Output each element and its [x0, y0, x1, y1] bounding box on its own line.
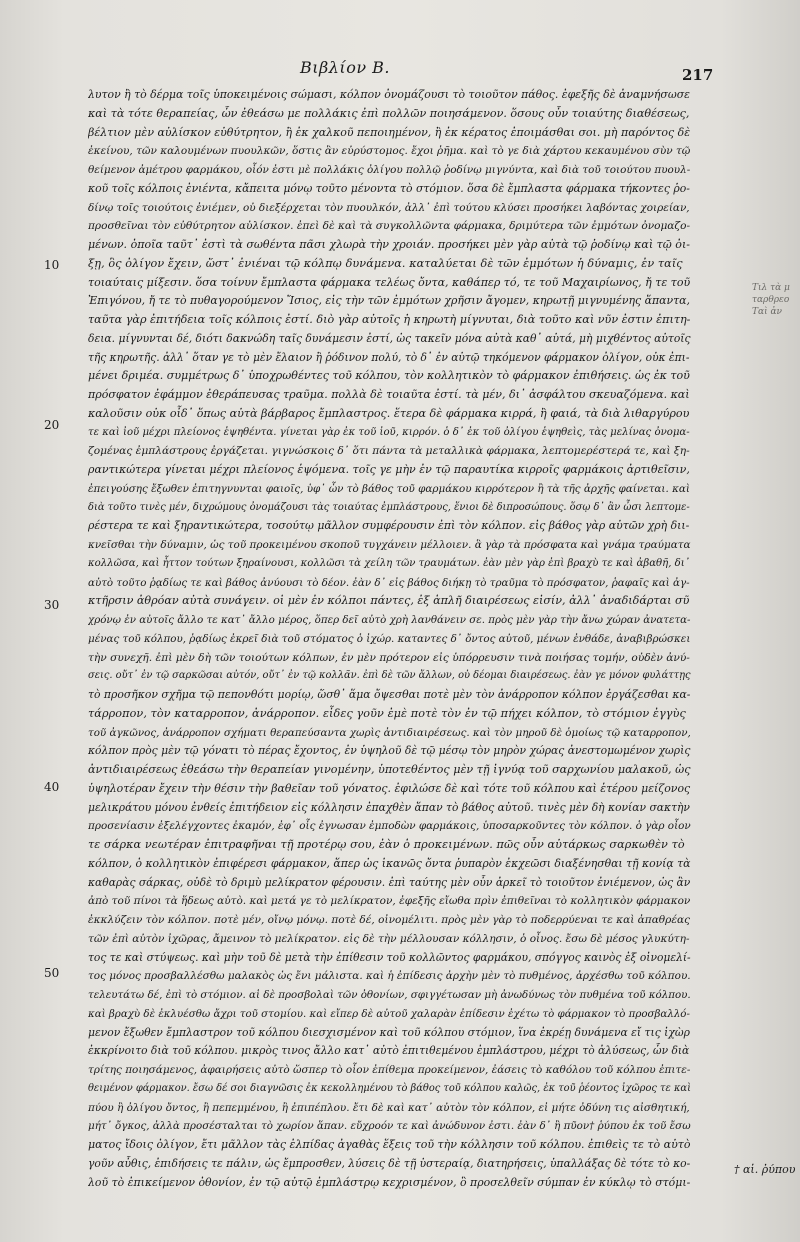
page-number: 217 [682, 66, 714, 84]
text-line: τῶν ἐπὶ αὐτὸν ἰχῶρας, ἄμεινον τὸ μελίκρατον. εἰς δὲ τὴν μέλλουσαν κόλλησιν, ὁ οἶνος. ἔσω δὲ μέσος γλυκύτη- [88, 932, 690, 945]
text-line: κνεῖσθαι τὴν δύναμιν, ὡς τοῦ προκειμένου σκοποῦ τυγχάνειν μέλλοιεν. ἃ γὰρ τὰ πρόσφατα καὶ γνάμα τραύματα [88, 539, 691, 551]
text-line: ζομένας ἐμπλάστρους ἐργάζεται. γιγνώσκοις δ᾽ ὅτι πάντα τὰ μεταλλικὰ φάρμακα, λεπτομερέστερά τε, καὶ ξη- [88, 444, 690, 458]
text-line: ταῦτα γὰρ ἐπιτήδεια τοῖς κόλποις ἐστί. διὸ γὰρ αὐτοῖς ἡ κηρωτὴ μίγνυται, διὰ τοῦτο καὶ νῦν ἐστιν ἐπιτη- [88, 313, 691, 326]
text-line: προσθεῖναι τὸν εὐθύτρητον αὐλίσκον. ἐπεὶ δὲ καὶ τὰ συγκολλῶντα φάρμακα, δριμύτερα τῶν ἐμμότων ὀνομαζο- [88, 220, 691, 233]
text-line: ἀντιδιαιρέσεως ἐθεάσω τὴν θεραπείαν γινομένην, ὑποτεθέντος μὲν τῇ ἰγνύᾳ τοῦ σαρχωνίου μαλακοῦ, ὡς [88, 763, 691, 776]
text-line: γοῦν αὖθις, ἐπιδήσεις τε πάλιν, ὡς ἔμπροσθεν, λύσεις δὲ τῇ ὑστεραίᾳ, διατηρήσεις, ὑπαλλάξας δὲ τότε τὸ κο- [88, 1156, 691, 1170]
text-line: λοῦ τὸ ἐπικείμενον ὀθονίον, ἐν τῷ αὐτῷ ἐμπλάστρῳ κεχρισμένον, ὃ προσελθεῖν σύμπαν ἐν κύκλῳ τὸ στόμι- [88, 1175, 691, 1189]
text-line: θειμένον φάρμακον. ἔσω δέ σοι διαγνῶσις ἐκ κεκολλημένου τὸ βάθος τοῦ κόλπου καλῶς, ἐκ τοῦ ῥέοντος ἰχῶρος τε καὶ [88, 1082, 691, 1094]
text-line: βέλτιον μὲν αὐλίσκον εὐθύτρητον, ἢ ἐκ χαλκοῦ πεποιημένον, ἢ ἐκ κέρατος ἐποιμάσθαι σοι. μὴ παρόντος δὲ [88, 125, 691, 139]
margin-note: † αἱ. ῥύπου [734, 1163, 796, 1176]
text-line: τε σάρκα νεωτέραν ἐπιτραφῆναι τῇ προτέρῳ σου, ἐὰν ὁ προκειμένων. πῶς οὖν αὐτάρκως σαρκωθὲν τὸ [88, 838, 685, 851]
page-header [0, 58, 800, 84]
text-line: τάρροπον, τὸν καταρροπον, ἀνάρροπον. εἶδες γοῦν ἐμὲ ποτὲ τὸν ἐν τῷ πήχει κόλπον, τὸ στόμιον ἐγγὺς [88, 706, 686, 720]
text-line: δεια. μίγνυνται δέ, διότι δακνώδη ταῖς δυνάμεσιν ἐστί, ὡς τακεῖν μόνα αὐτὰ καθ᾽ αὑτά, μὴ μιχθέντος αὐτοῖς [88, 331, 691, 345]
text-line: μελικράτου μόνου ἐνθείς ἐπιτήδειον εἰς κόλλησιν ἐπαχθὲν ἅπαν τὸ βάθος αὐτοῦ. τινὲς μὲν δὴ κονίαν σακτὴν [88, 800, 690, 814]
text-line: μενον ἔξωθεν ἔμπλαστρον τοῦ κόλπου διεσχισμένον καὶ τοῦ κόλπου στόμιον, ἵνα ἐκρέῃ δυνάμενα εἴ τις ἰχὼρ [88, 1025, 690, 1039]
line-number-50: 50 [44, 966, 60, 980]
text-line: ὑψηλοτέραν ἔχειν τὴν θέσιν τὴν βαθεῖαν τοῦ γόνατος. ἐφιλώσε δὲ καὶ τότε τοῦ κόλπου καὶ ἑτέρου μείζονος [88, 781, 691, 795]
text-line: χρόνῳ ἐν αὐτοῖς ἄλλο τε κατ᾽ ἄλλο μέρος, ὅπερ δεῖ αὐτὸ χρὴ λανθάνειν σε. πρὸς μὲν γὰρ τὴν ἄνω χώραν ἀνατετα- [88, 614, 691, 626]
text-line: μένων. ὁποῖα ταῦτ᾽ ἐστὶ τὰ σωθέντα πᾶσι χλωρὰ τὴν χροιάν. προσήκει μὲν γὰρ αὐτὰ τῷ ῥοδίνῳ καὶ τῷ ὀι- [88, 238, 691, 251]
running-head: Βιβλίον Β. [300, 58, 390, 77]
line-number-30: 30 [44, 598, 60, 612]
text-line: λυτον ἢ τὸ δέρμα τοῖς ὑποκειμένοις σώμασι, κόλπον ὀνομάζουσι τὸ τοιοῦτον πάθος. ἐφεξῆς δὲ ἀναμνήσωσε [88, 88, 690, 101]
text-line: καὶ τὰ τότε θεραπείας, ὧν ἐθεάσω με πολλάκις ἐπὶ πολλῶν ποιησάμενον. ὅσους οὖν τοιαύτης διαθέσεως, [88, 106, 690, 120]
text-line: τρίτης ποιησάμενος, ἀφαιρήσεις αὐτὸ ὥσπερ τὸ οἷον ἐπίθεμα προκείμενον, ἐάσεις τὸ καθόλου τοῦ κόλπου ἐπιτε- [88, 1064, 691, 1076]
text-line: τος τε καὶ στύψεως. καὶ μὴν τοῦ δὲ μετὰ τὴν ἐπίθεσιν τοῦ κολλῶντος φαρμάκου, σπόγγος καινὸς ἐξ οἰνομελί- [88, 950, 691, 964]
text-line: ἐπειγούσης ἔξωθεν ἐπιτηγνυνται φαιοῖς, ὑφ᾽ ὧν τὸ βάθος τοῦ φαρμάκου κιρρότερον ἢ τὰ τῆς ἀρχῆς φαίνεται. καὶ [88, 482, 690, 495]
text-line: τελευτάτω δέ, ἐπὶ τὸ στόμιον. αἱ δὲ προσβολαὶ τῶν ὀθονίων, σφιγγέτωσαν μὴ ἀνωδύνως τὸν πυθμένα τοῦ κόλπου. [88, 989, 691, 1001]
text-line: ραντικώτερα γίνεται μέχρι πλείονος ἑψόμενα. τοῖς γε μὴν ἐν τῷ παραυτίκα κιρροῖς φαρμάκοις ἀρτιθεῖσιν, [88, 463, 690, 476]
text-line: τὴν συνεχῆ. ἐπὶ μὲν δὴ τῶν τοιούτων κόλπων, ἐν μὲν πρότερον εἰς ὑπόρρευσιν τινὰ ποιήσας τομήν, οὐδὲν ἀνύ- [88, 650, 690, 664]
bleed-line: ταρθρεο [752, 295, 790, 305]
text-line: κτῆρσιν ἀθρόαν αὐτὰ συνάγειν. οἱ μὲν ἐν κόλποι πάντες, ἐξ ἁπλῆ διαιρέσεως εἰσίν, ἀλλ᾽ ἀναδιδάρται σῦ [88, 594, 690, 608]
text-line: σεις. οὔτ᾽ ἐν τῷ σαρκῶσαι αὐτόν, οὔτ᾽ ἐν τῷ κολλᾶν. ἐπὶ δὲ τῶν ἄλλων, οὐ δέομαι διαιρέσεως. ἐὰν γε μόνον φυλάττῃς [88, 670, 691, 682]
text-line: μήτ᾽ ὄγκος, ἀλλὰ προσέσταλται τὸ χωρίον ἅπαν. εὔχροόν τε καὶ ἀνώδυνον ἐστι. ἐὰν δ᾽ ἢ πῦον† ῥύπου ἐκ τοῦ ἔσω [88, 1120, 691, 1133]
text-line: καλοῦσιν οὐκ οἶδ᾽ ὅπως αὐτὰ βάρβαρος ἔμπλαστρος. ἕτερα δὲ φάρμακα κιρρά, ἢ φαιά, τὰ διὰ λιθαργύρου [88, 406, 690, 420]
text-line: Ἐπιγόνου, ἤ τε τὸ πυθαγορούμενον Ἴσιος, εἰς τὴν τῶν ἐμμότων χρῆσιν ἄγομεν, κηρωτῇ μιγνυμένης ἅπαντα, [88, 294, 690, 308]
facing-page-bleed [752, 282, 800, 318]
text-line: ρέστερα τε καὶ ξηραντικώτερα, τοσούτῳ μᾶλλον συμφέρουσιν ἐπὶ τὸν κόλπον. εἰς βάθος γὰρ αὐτῶν χρὴ διι- [88, 519, 690, 533]
line-number-40: 40 [44, 780, 60, 794]
text-line: ἐκκρίνοιτο διὰ τοῦ κόλπου. μικρὸς τινος ἄλλο κατ᾽ αὐτὸ ἐπιτιθεμένου ἐμπλάστρου, μέχρι τὸ ἀλύσεως, ὧν διὰ [88, 1044, 690, 1058]
main-text-block [88, 86, 700, 1192]
text-line: ἐκείνου, τῶν καλουμένων πυουλκῶν, ὅστις ἂν εὐρύστομος. ἔχοι ῥῆμα. καὶ τὸ γε διὰ χάρτου κεκαυμένου σὺν τῷ [88, 145, 691, 158]
text-line: τῆς κηρωτῆς. ἀλλ᾽ ὅταν γε τὸ μὲν ἔλαιον ἢ ῥόδινον πολύ, τὸ δ᾽ ἐν αὐτῷ τηκόμενον φάρμακον ὀλίγον, οὐκ ἐπι- [88, 350, 690, 364]
line-number-20: 20 [44, 418, 60, 432]
text-line: αὐτὸ τοῦτο ῥᾳδίως τε καὶ βάθος ἀνύουσι τὸ δέον. ἐὰν δ᾽ εἰς βάθος διήκῃ τὸ τραῦμα τὸ πρόσφατον, ῥαφαῖς καὶ ἀγ- [88, 576, 690, 589]
text-line: θείμενον ἀμέτρου φαρμάκου, οἷόν ἐστι μὲ πολλάκις ὀλίγου πολλῷ ῥοδίνῳ μιγνύντα, καὶ διὰ τοῦ τοιούτου πυουλ- [88, 164, 691, 176]
text-line: τοῦ ἀγκῶνος, ἀνάρροπον σχήματι θεραπεύσαντα χωρὶς ἀντιδιαιρέσεως. καὶ τὸν μηροῦ δὲ ὁμοίως τῷ καταρροπον, [88, 726, 691, 739]
text-line: κόλπον, ὁ κολλητικὸν ἐπιφέρεσι φάρμακον, ἅπερ ὡς ἱκανῶς ὄντα ῥυπαρὸν ἐκχεῶσι διαξένησθαι τῇ κονίᾳ τὰ [88, 856, 691, 870]
text-line: καὶ βραχὺ δὲ ἐκλυέσθω ἄχρι τοῦ στομίου. καὶ εἴπερ δὲ αὐτοῦ χαλαρὰν ἐπίδεσιν ἐχέτω τὸ φάρμακον τὸ προσβαλλό- [88, 1007, 690, 1020]
text-line: τος μόνος προσβαλλέσθω μαλακὸς ὡς ἔνι μάλιστα. καὶ ἡ ἐπίδεσις ἀρχὴν μὲν τὸ πυθμένος, ἀρχέσθω τοῦ κόλπου. [88, 970, 691, 983]
line-number-10: 10 [44, 258, 60, 272]
text-line: κοῦ τοῖς κόλποις ἐνιέντα, κἄπειτα μόνῳ τοῦτο μένοντα τὸ στόμιον. ὅσα δὲ ἔμπλαστα φάρμακα τήκοντες ῥο- [88, 181, 690, 195]
text-line: τοιαύταις μίξεσιν. ὅσα τοίνυν ἔμπλαστα φάρμακα τελέως ὄντα, καθάπερ τό, τε τοῦ Μαχαιρίωνος, ἤ τε τοῦ [88, 275, 691, 289]
text-line: πύου ἢ ὀλίγου ὄντος, ἢ πεπεμμένου, ἢ ἐπιπέπλου. ἔτι δὲ καὶ κατ᾽ αὐτὸν τὸν κόλπον, εἰ μήτε ὀδύνη τις αἰσθητική, [88, 1101, 690, 1114]
bleed-line: Ταὶ ἀν [752, 307, 783, 317]
text-line: μένει δριμέα. συμμέτρως δ᾽ ὑποχρωθέντες τοῦ κόλπου, τὸν κολλητικὸν τὸ φάρμακον ἐπιθήσεις. ὡς ἐκ τοῦ [88, 369, 690, 383]
text-line: καθαρὰς σάρκας, οὐδὲ τὸ δριμὺ μελίκρατον φέρουσιν. ἐπὶ ταύτης μὲν οὖν ἀρκεῖ τὸ τοιοῦτον ἐνιέμενον, ὡς ἂν [88, 875, 691, 889]
text-line: ματος ἴδοις ὀλίγον, ἔτι μᾶλλον τὰς ἐλπίδας ἀγαθὰς ἕξεις τοῦ τὴν κόλλησιν τοῦ κόλπου. ἐπιθεὶς τε τὸ αὐτὸ [88, 1138, 691, 1151]
text-line: ἐκκλύζειν τὸν κόλπον. ποτὲ μέν, οἴνῳ μόνῳ. ποτὲ δέ, οἰνομέλιτι. πρὸς μὲν γὰρ τὸ ποδερρύεναι τε καὶ ἀπαθρέας [88, 914, 691, 926]
text-line: ἀπὸ τοῦ πίνοι τὰ ἥδεως αὐτὸ. καὶ μετά γε τὸ μελίκρατον, ἐφεξῆς εἴωθα πρὶν ἐπιθεῖναι τὸ κολλητικὸν φάρμακον [88, 895, 691, 908]
text-line: δίνῳ τοῖς τοιούτοις ἐνιέμεν, οὐ διεξέρχεται τὸν πυουλκόν, ἀλλ᾽ ἐπὶ τούτου κλύσει προσήκει λαβόντας χοιρείαν, [88, 201, 690, 214]
text-line: μένας τοῦ κόλπου, ῥᾳδίως ἐκρεῖ διὰ τοῦ στόματος ὁ ἰχώρ. καταντες δ᾽ ὄντος αὐτοῦ, μένων ἐνθάδε, ἀναβιβρώσκει [88, 632, 691, 645]
text-line: τὸ προσῆκον σχῆμα τῷ πεπονθότι μορίῳ, ὥσθ᾽ ἅμα ὄψεσθαι ποτὲ μὲν τὸν ἀνάρροπον κόλπον ἐργάζεσθαι κα- [88, 688, 691, 701]
text-line: διὰ τοῦτο τινὲς μέν, διχρώμους ὀνομάζουσι τὰς τοιαύτας ἐμπλάστρους, ἕνιοι δὲ διπροσώπους. ὅσῳ δ᾽ ἂν ὦσι λεπτομε- [88, 501, 690, 513]
text-line: ξῃ, ὃς ὀλίγον ἔχειν, ὥστ᾽ ἐνιέναι τῷ κόλπῳ δυνάμενα. καταλύεται δὲ τῶν ἐμμότων ἡ δύναμις, ἐν ταῖς [88, 256, 683, 270]
text-line: προσενίασιν ἐξελέγχοντες ἐκαμόν, ἐφ᾽ οἷς ἐγνωσαν ἐμποδὼν φαρμάκοις, ὑποσαρκοῦντες τὸν κόλπον. ὁ γὰρ οἶον [88, 820, 691, 833]
text-line: κολλῶσα, καὶ ἧττον τούτων ξηραίνουσι, κολλῶσι τὰ χείλη τῶν τραυμάτων. ἐὰν μὲν γὰρ ἐπὶ βραχὺ τε καὶ ἀβαθῆ, δι᾽ [88, 557, 690, 569]
text-line: κόλπον πρὸς μὲν τῷ γόνατι τὸ πέρας ἔχοντος, ἐν ὑψηλοῦ δὲ τῷ μέσῳ τὸν μηρὸν χώρας ἀνεστομωμένον χωρὶς [88, 744, 691, 758]
text-line: τε καὶ ἰοῦ μέχρι πλείονος ἑψηθέντα. γίνεται γὰρ ἐκ τοῦ ἰοῦ, κιρρόν. ὁ δ᾽ ἐκ τοῦ ὀλίγου ἑψηθεὶς, τὰς μελίνας ὀνομα- [88, 426, 690, 438]
bleed-line: Τιλ τὰ μ [752, 283, 790, 293]
text-line: πρόσφατον ἐφάμμον ἐθεράπευσας τραῦμα. πολλὰ δὲ τοιαῦτα ἐστί. τὰ μέν, δι᾽ ἀσφάλτου σκευαζόμενα. καὶ [88, 388, 690, 401]
